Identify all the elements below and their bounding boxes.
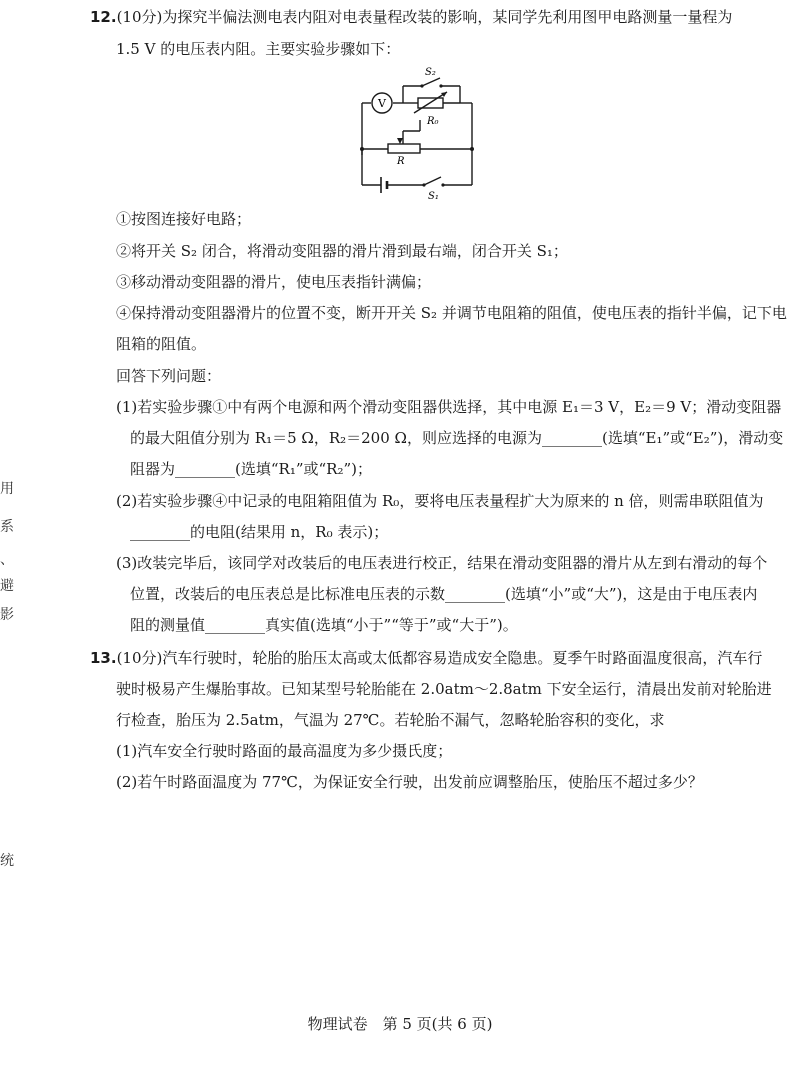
subquestion-text: (1)若实验步骤①中有两个电源和两个滑动变阻器供选择，其中电源 E₁＝3 V，E₂＝9 V；滑动变阻器 bbox=[116, 398, 782, 416]
step-text: ④保持滑动变阻器滑片的位置不变，断开开关 S₂ 并调节电阻箱的阻值，使电压表的指针半偏，记下电 bbox=[116, 304, 787, 322]
switch-s2-label: S₂ bbox=[425, 67, 436, 78]
subquestion-text: (1)汽车安全行驶时路面的最高温度为多少摄氏度； bbox=[116, 742, 453, 760]
subquestion-text: 阻的测量值________真实值(选填“小于”“等于”或“大于”)。 bbox=[130, 616, 518, 634]
subquestion-text: (3)改装完毕后，该同学对改装后的电压表进行校正，结果在滑动变阻器的滑片从左到右滑动的每个 bbox=[116, 554, 768, 572]
switch-s1-label: S₁ bbox=[428, 191, 439, 202]
subquestion-text: 阻器为________(选填“R₁”或“R₂”)； bbox=[130, 460, 372, 478]
question-text: (10分)为探究半偏法测电表内阻对电表量程改装的影响，某同学先利用图甲电路测量一量程为 bbox=[116, 8, 733, 26]
question-text: 1.5 V 的电压表内阻。主要实验步骤如下： bbox=[116, 40, 401, 58]
question-number: 12. bbox=[90, 8, 117, 26]
margin-char: 、 bbox=[0, 552, 14, 568]
step-text: ①按图连接好电路； bbox=[116, 210, 252, 228]
page-footer: 物理试卷 第 5 页(共 6 页) bbox=[307, 1015, 493, 1033]
question-12-header bbox=[90, 7, 732, 27]
margin-char: 系 bbox=[0, 519, 14, 535]
question-text: 行检查，胎压为 2.5atm，气温为 27℃。若轮胎不漏气，忽略轮胎容积的变化，求 bbox=[116, 711, 665, 729]
step-text: ②将开关 S₂ 闭合，将滑动变阻器的滑片滑到最右端，闭合开关 S₁； bbox=[116, 242, 568, 260]
prompt-text: 回答下列问题： bbox=[116, 367, 222, 385]
rheostat-label: R bbox=[397, 156, 405, 167]
subquestion-text: (2)若实验步骤④中记录的电阻箱阻值为 R₀，要将电压表量程扩大为原来的 n 倍，则需串联阻值为 bbox=[116, 492, 764, 510]
margin-char: 用 bbox=[0, 481, 14, 497]
margin-char: 统 bbox=[0, 853, 14, 869]
step-text: ③移动滑动变阻器的滑片，使电压表指针满偏； bbox=[116, 273, 432, 291]
margin-char: 避 bbox=[0, 578, 14, 594]
margin-char: 影 bbox=[0, 607, 14, 623]
question-number: 13. bbox=[90, 649, 117, 667]
circuit-diagram bbox=[0, 60, 800, 260]
subquestion-text: (2)若午时路面温度为 77℃，为保证安全行驶，出发前应调整胎压，使胎压不超过多少？ bbox=[116, 773, 703, 791]
subquestion-text: 位置，改装后的电压表总是比标准电压表的示数________(选填“小”或“大”)，这是由于电压表内 bbox=[130, 585, 758, 603]
subquestion-text: 的最大阻值分别为 R₁＝5 Ω，R₂＝200 Ω，则应选择的电源为________(选填“E₁”或“E₂”)，滑动变 bbox=[130, 429, 784, 447]
question-text: (10分)汽车行驶时，轮胎的胎压太高或太低都容易造成安全隐患。夏季午时路面温度很高，汽车行 bbox=[116, 649, 763, 667]
resistance-box-label: R₀ bbox=[427, 116, 439, 127]
question-text: 驶时极易产生爆胎事故。已知某型号轮胎能在 2.0atm～2.8atm 下安全运行，清晨出发前对轮胎进 bbox=[116, 680, 772, 698]
voltmeter-label: V bbox=[378, 97, 386, 110]
step-text: 阻箱的阻值。 bbox=[116, 335, 207, 353]
question-13-header bbox=[90, 648, 762, 668]
subquestion-text: ________的电阻(结果用 n，R₀ 表示)； bbox=[130, 523, 389, 541]
